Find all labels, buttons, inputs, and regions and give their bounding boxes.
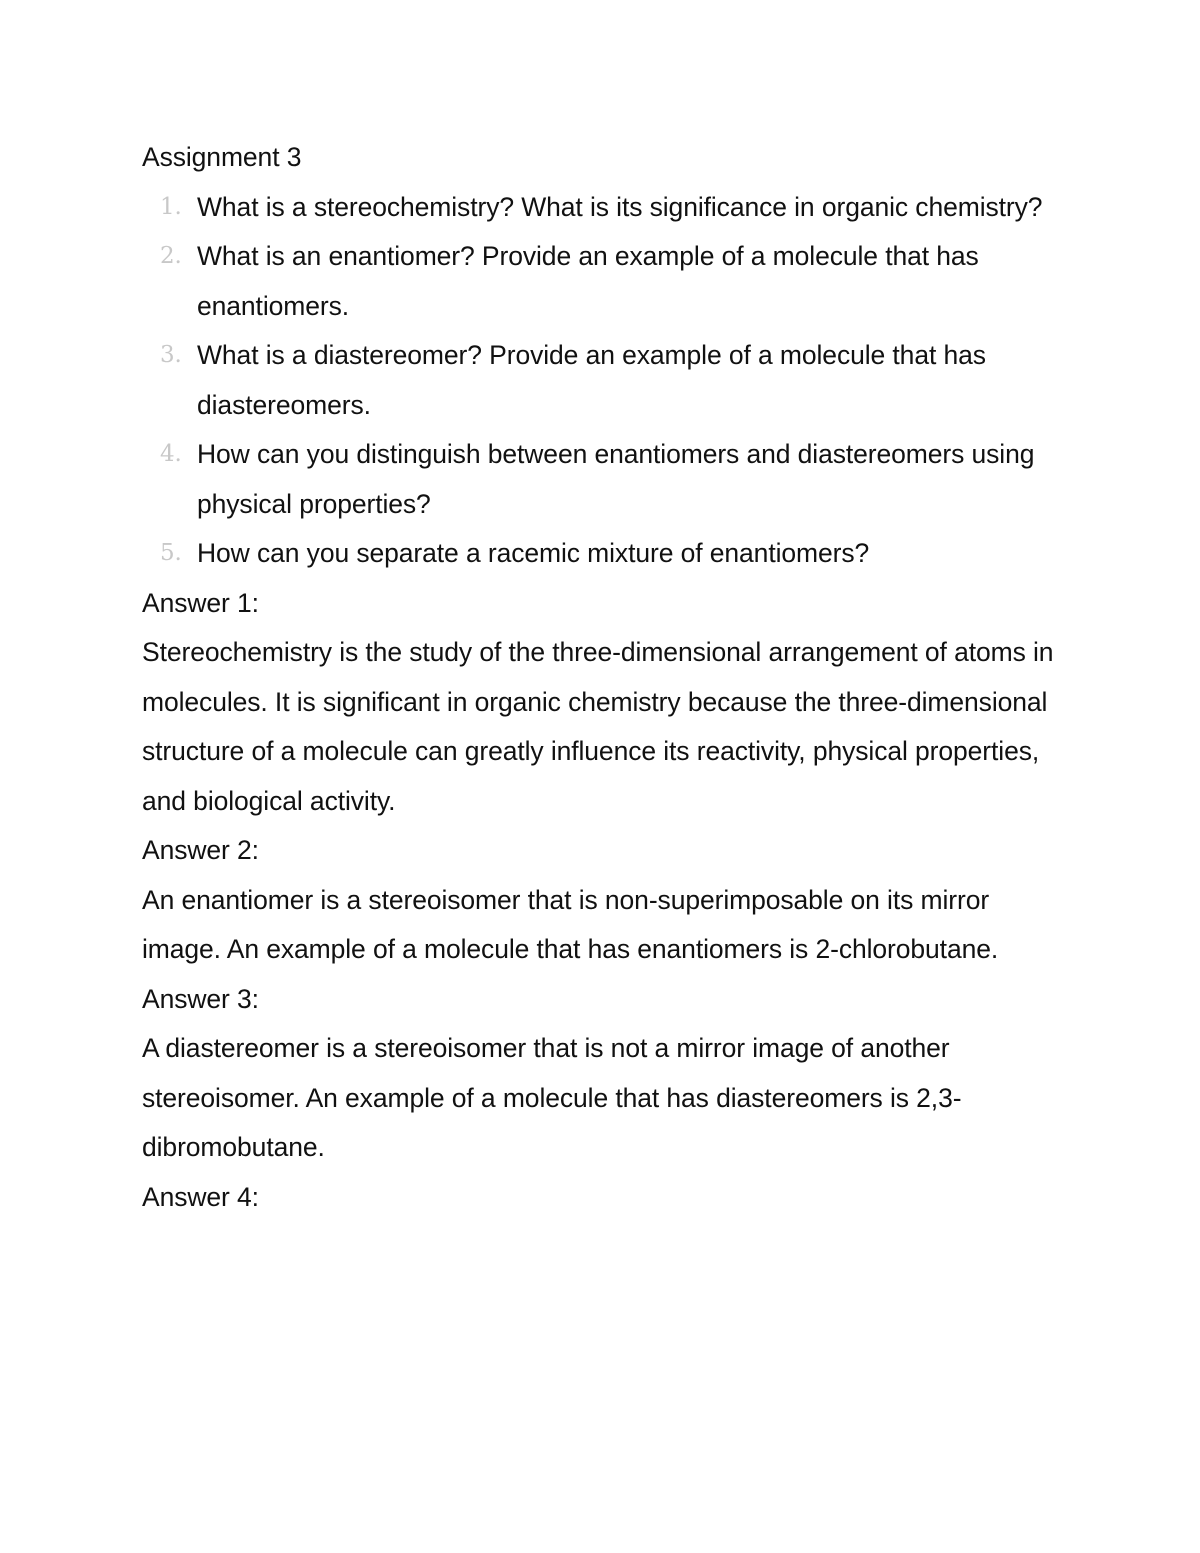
question-text: How can you separate a racemic mixture of enantiomers?	[197, 538, 870, 568]
question-list	[142, 183, 1072, 579]
question-number: 3.	[160, 342, 182, 368]
answer-text: A diastereomer is a stereoisomer that is not a mirror image of another stereoisomer. An example of a molecule that has diastereomers is 2,3-dibromobutane.	[142, 1033, 962, 1162]
question-number: 5.	[160, 540, 182, 566]
question-text: How can you distinguish between enantiomers and diastereomers using physical properties?	[197, 439, 1035, 519]
document-title: Assignment 3	[142, 142, 302, 172]
list-item	[142, 183, 1072, 233]
question-number: 1.	[160, 193, 182, 220]
question-text: What is a diastereomer? Provide an example of a molecule that has diastereomers.	[197, 340, 986, 420]
question-number: 4.	[160, 441, 182, 467]
question-text: What is a stereochemistry? What is its significance in organic chemistry?	[197, 191, 1043, 222]
answer-heading: Answer 4:	[142, 1181, 259, 1212]
list-item	[142, 232, 1072, 331]
question-number: 2.	[160, 243, 182, 269]
answer-text: An enantiomer is a stereoisomer that is non-superimposable on its mirror image. An example of a molecule that has enantiomers is 2-chlorobutane.	[142, 884, 999, 964]
document-page	[142, 133, 1072, 1222]
answer-text: Stereochemistry is the study of the three-dimensional arrangement of atoms in molecules. It is significant in organic chemistry because the three-dimensional structure of a molecule can greatly influence its reactivity, physical properties, and biological activity.	[142, 637, 1054, 816]
answer-heading: Answer 1:	[142, 587, 259, 618]
answer-heading: Answer 3:	[142, 983, 259, 1014]
list-item	[142, 430, 1072, 529]
question-text: What is an enantiomer? Provide an example of a molecule that has enantiomers.	[197, 241, 979, 321]
list-item	[142, 331, 1072, 430]
answer-heading: Answer 2:	[142, 835, 259, 865]
list-item	[142, 529, 1072, 579]
